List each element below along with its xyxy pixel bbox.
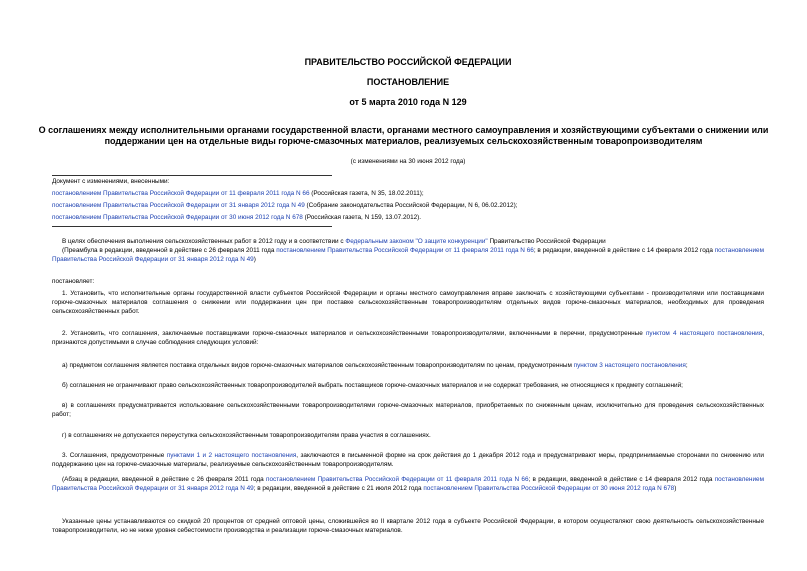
item-2a [52, 361, 764, 370]
amendment-link-49[interactable]: постановлением Правительства Российской Федерации от 31 января 2012 года N 49 [52, 476, 764, 492]
item-3 [52, 451, 764, 469]
note-text: (Преамбула в редакции, введенной в действие с 26 февраля 2011 года [62, 247, 277, 254]
preamble-text: В целях обеспечения выполнения сельскохозяйственных работ в 2012 году и в соответствии с [62, 238, 346, 245]
org-heading: ПРАВИТЕЛЬСТВО РОССИЙСКОЙ ФЕДЕРАЦИИ [304, 57, 512, 67]
item-2 [52, 329, 764, 347]
note-text: ) [674, 485, 677, 492]
amendment-link-66[interactable]: постановлением Правительства Российской Федерации от 11 февраля 2011 года N 66 [266, 476, 529, 483]
item-2b: б) соглашения не ограничивают право сельскохозяйственных товаропроизводителей выбрать поставщиков горюче-смазочных материалов и не содержат требования, не относящиеся к предмету соглашений; [62, 382, 683, 389]
divider-bottom [52, 226, 332, 227]
item-3-prices: Указанные цены устанавливаются со скидкой 20 процентов от средней оптовой цены, сложившейся во II квартале 2012 года в субъекте Российской Федерации, в котором осуществляют свою деятельность сельскохозяйственные товаропроизводители, но не ниже уровня себестоимости производства и реализации горюче-смазочных материалов. [52, 518, 764, 534]
title-line-1: О соглашениях между исполнительными органами государственной власти, органами местного самоуправления и хозяйствующими субъектами о снижении или [38, 125, 769, 135]
items-1-2-link[interactable]: пунктами 1 и 2 настоящего постановления [166, 452, 297, 459]
item-2g: г) в соглашениях не допускается переуступка сельскохозяйственным товаропроизводителям права участия в соглашениях. [62, 432, 431, 439]
preamble-note [52, 246, 764, 264]
amendment-link-678[interactable]: постановлением Правительства Российской Федерации от 30 июня 2012 года N 678 [423, 485, 675, 492]
change-rest-3: (Российская газета, N 159, 13.07.2012). [302, 214, 422, 221]
item-4-link[interactable]: пунктом 4 настоящего постановления [645, 330, 763, 337]
item-2a-end: ; [685, 362, 688, 369]
change-rest-2: (Собрание законодательства Российской Федерации, N 6, 06.02.2012); [304, 202, 518, 209]
title-line-2: поддержании цен на отдельные виды горюче-смазочных материалов, реализуемых сельскохозяйственным товаропроизводителям [104, 136, 703, 146]
item-3-link[interactable]: пунктом 3 настоящего постановления [573, 362, 686, 369]
item-1: 1. Установить, что исполнительные органы государственной власти субъектов Российской Федерации и органы местного самоуправления вправе заключать с хозяйствующими субъектами - производителями или поставщиками горюче-смазочных материалов соглашения о снижении или поддержании цен при поставке сельскохозяйственным товаропроизводителям отдельных видов горюче-смазочных материалов, необходимых для проведения сельскохозяйственных работ. [52, 290, 764, 315]
note-text: ; в редакции, введенной в действие с 21 июля 2012 года [253, 485, 424, 492]
change-rest-1: (Российская газета, N 35, 18.02.2011); [309, 190, 424, 197]
amendment-link-66[interactable]: постановлением Правительства Российской Федерации от 11 февраля 2011 года N 66 [276, 247, 534, 254]
changes-intro: Документ с изменениями, внесенными: [52, 178, 170, 185]
item-2a-text: а) предметом соглашения является поставка отдельных видов горюче-смазочных материалов сельскохозяйственным товаропроизводителям по ценам, предусмотренным [62, 362, 574, 369]
item-3-text: 3. Соглашения, предусмотренные [62, 452, 167, 459]
amendment-link-49[interactable]: постановлением Правительства Российской Федерации от 31 января 2012 года N 49 [52, 247, 764, 263]
doc-type-heading: ПОСТАНОВЛЕНИЕ [366, 77, 450, 87]
note-text: ) [253, 256, 256, 263]
change-link-3[interactable]: постановлением Правительства Российской Федерации от 30 июня 2012 года N 678 [52, 214, 303, 221]
change-link-1[interactable]: постановлением Правительства Российской Федерации от 11 февраля 2011 года N 66 [52, 190, 310, 197]
item-2v: в) в соглашениях предусматривается использование сельскохозяйственными товаропроизводителями горюче-смазочных материалов, приобретаемых по сниженным ценам, исключительно для проведения сельскохозяйственных работ; [52, 402, 764, 418]
item-3-note [52, 475, 764, 493]
note-text: ; в редакции, введенной в действие с 14 февраля [533, 247, 683, 254]
note-text: 2012 года [684, 247, 715, 254]
change-item [52, 189, 764, 198]
date-number-heading: от 5 марта 2010 года N 129 [349, 97, 467, 107]
change-item [52, 201, 764, 210]
preamble-paragraph [52, 237, 764, 246]
item-3-text-end: , заключаются в письменной форме на срок действия до 1 декабря 2012 года и предусматривают меры, предпринимаемые сторонами по снижению или поддержанию цен на горюче-смазочные материалы, реализуемые сельскохозяйственным товаропроизводителям. [52, 452, 764, 468]
preamble-text-end: Правительство Российской Федерации [487, 238, 606, 245]
changes-block [52, 177, 764, 222]
document-subtitle: (с изменениями на 30 июня 2012 года) [350, 158, 466, 165]
change-item [52, 213, 764, 222]
item-2-text: 2. Установить, что соглашения, заключаемые поставщиками горюче-смазочных материалов и сельскохозяйственными товаропроизводителями, включенными в перечни, предусмотренные [62, 330, 646, 337]
document-title [30, 125, 777, 147]
note-text: (Абзац в редакции, введенной в действие с 26 февраля 2011 года [62, 476, 267, 483]
note-text: ; в редакции, введенной в действие с 14 февраля 2012 года [528, 476, 715, 483]
item-2-text-end: , признаются допустимыми в случае соблюдения следующих условий: [52, 330, 764, 346]
change-link-2[interactable]: постановлением Правительства Российской Федерации от 31 января 2012 года N 49 [52, 202, 305, 209]
divider-top [52, 175, 332, 176]
decree-word: постановляет: [52, 278, 95, 285]
competition-law-link[interactable]: Федеральным законом "О защите конкуренции" [345, 238, 488, 245]
